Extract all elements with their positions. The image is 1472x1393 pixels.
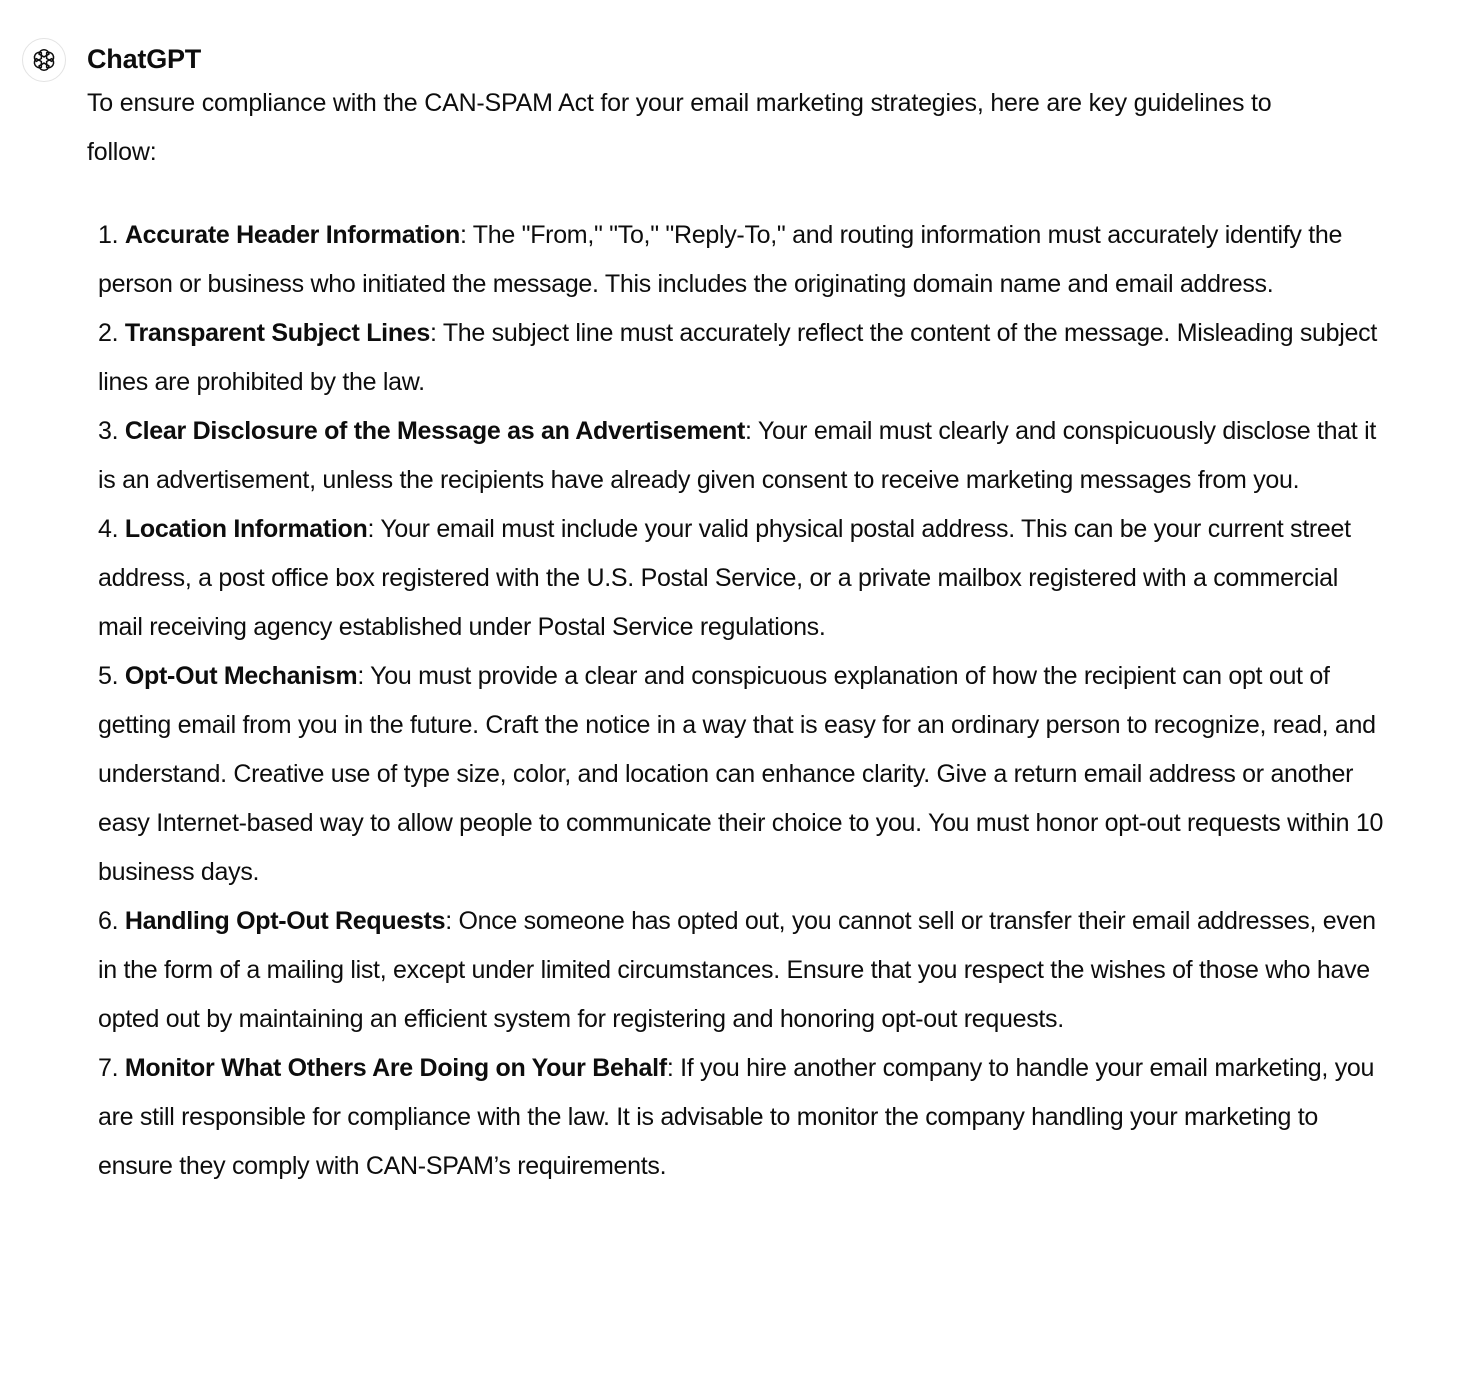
list-item-title: Handling Opt-Out Requests xyxy=(124,907,446,935)
author-name: ChatGPT xyxy=(87,44,202,74)
list-item-text: : The "From," "To," "Reply-To," and routing information must accurately identify the person or business who initiated the message. This includes the originating domain name and email address. xyxy=(98,221,1343,298)
assistant-avatar xyxy=(22,38,66,82)
list-item-number: 7. xyxy=(98,1054,119,1082)
assistant-message xyxy=(87,79,1387,1191)
list-item-text: : The subject line must accurately reflect the content of the message. Misleading subject lines are prohibited by the law. xyxy=(98,319,1377,396)
list-item-number: 2. xyxy=(98,319,119,347)
list-item-text: : Your email must clearly and conspicuously disclose that it is an advertisement, unless the recipients have already given consent to receive marketing messages from you. xyxy=(98,417,1376,494)
guidelines-list xyxy=(87,211,1387,1191)
list-item xyxy=(98,309,1387,407)
list-item-number: 4. xyxy=(98,515,119,543)
list-item-number: 1. xyxy=(98,221,119,249)
list-item-title: Opt-Out Mechanism xyxy=(124,662,358,690)
list-item-text: : You must provide a clear and conspicuous explanation of how the recipient can opt out of getting email from you in the future. Craft the notice in a way that is easy for an ordinary person to recognize, read, and understand. Creative use of type size, color, and location can enhance clarity. Give a return email address or another easy Internet-based way to allow people to communicate their choice to you. You must honor opt-out requests within 10 business days. xyxy=(98,662,1384,886)
message-intro: To ensure compliance with the CAN-SPAM Act for your email marketing strategies, here are key guidelines to follow: xyxy=(87,89,1272,166)
list-item-number: 6. xyxy=(98,907,119,935)
list-item xyxy=(98,407,1387,505)
list-item xyxy=(98,1044,1387,1191)
openai-logo-icon xyxy=(30,46,58,74)
list-item-title: Clear Disclosure of the Message as an Advertisement xyxy=(124,417,746,445)
list-item-title: Transparent Subject Lines xyxy=(124,319,430,347)
list-item-title: Accurate Header Information xyxy=(124,221,460,249)
list-item-title: Monitor What Others Are Doing on Your Behalf xyxy=(124,1054,667,1082)
list-item-number: 3. xyxy=(98,417,119,445)
list-item-text: : If you hire another company to handle your email marketing, you are still responsible for compliance with the law. It is advisable to monitor the company handling your marketing to ensure they comply with CAN-SPAM’s requirements. xyxy=(98,1054,1375,1180)
list-item xyxy=(98,897,1387,1044)
list-item-title: Location Information xyxy=(124,515,368,543)
list-item-number: 5. xyxy=(98,662,119,690)
list-item xyxy=(98,211,1387,309)
list-item xyxy=(98,652,1387,897)
list-item-text: : Your email must include your valid physical postal address. This can be your current street address, a post office box registered with the U.S. Postal Service, or a private mailbox registered with a commercial mail receiving agency established under Postal Service regulations. xyxy=(98,515,1351,641)
list-item-text: : Once someone has opted out, you cannot sell or transfer their email addresses, even in the form of a mailing list, except under limited circumstances. Ensure that you respect the wishes of those who have opted out by maintaining an efficient system for registering and honoring opt-out requests. xyxy=(98,907,1376,1033)
list-item xyxy=(98,505,1387,652)
